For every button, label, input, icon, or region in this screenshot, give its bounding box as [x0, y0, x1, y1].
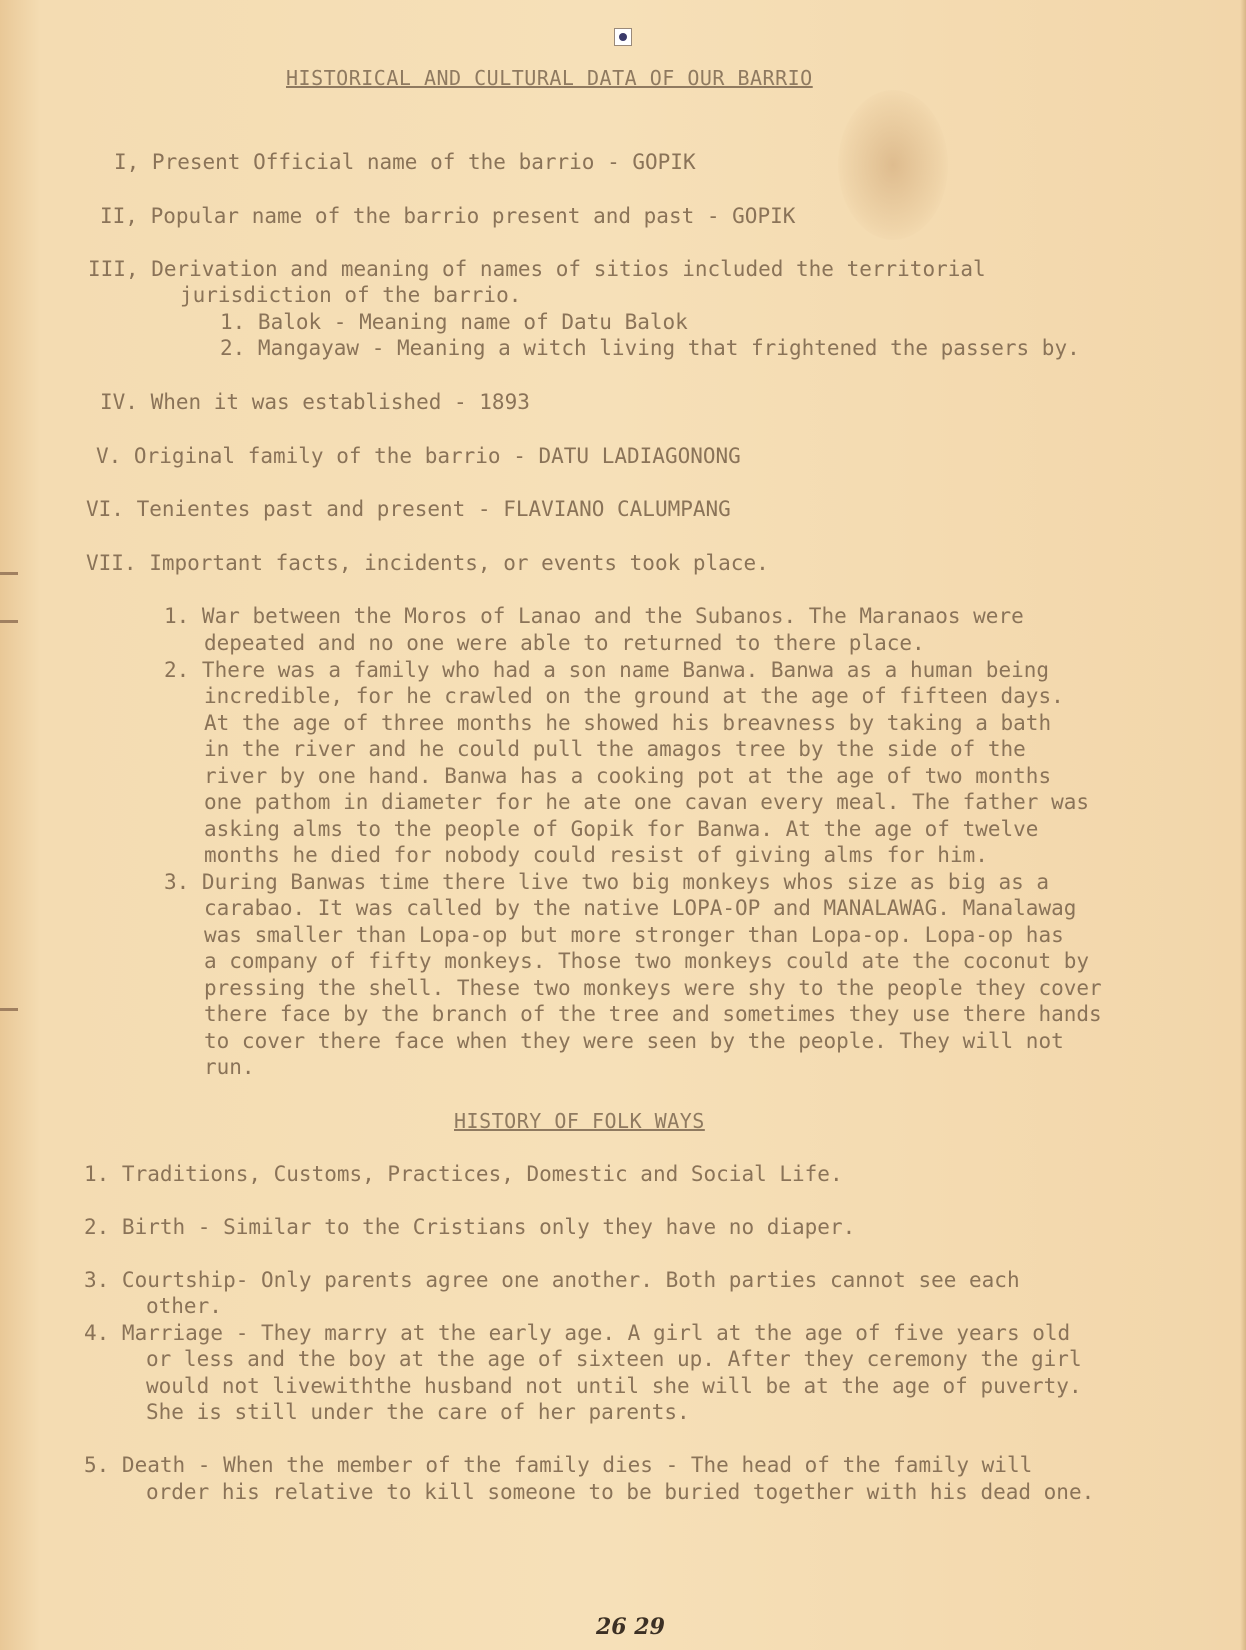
item-established: IV. When it was established - 1893	[100, 390, 530, 414]
section-subtitle: HISTORY OF FOLK WAYS	[454, 1109, 705, 1133]
event-line: carabao. It was called by the native LOPA-OP and MANALAWAG. Manalawag	[204, 896, 1077, 920]
folkway-courtship-cont: other.	[146, 1294, 222, 1318]
item-original-family: V. Original family of the barrio - DATU LADIAGONONG	[96, 444, 741, 468]
folkway-birth: 2. Birth - Similar to the Cristians only they have no diaper.	[84, 1215, 856, 1239]
folkway-marriage: 4. Marriage - They marry at the early age. A girl at the age of five years old	[84, 1321, 1071, 1345]
item-official-name: I, Present Official name of the barrio - GOPIK	[114, 150, 696, 174]
item-tenientes: VI. Tenientes past and present - FLAVIANO CALUMPANG	[86, 497, 731, 521]
event-line: run.	[204, 1055, 255, 1079]
event-line: 2. There was a family who had a son name Banwa. Banwa as a human being	[164, 658, 1050, 682]
archive-stamp-icon	[614, 28, 632, 46]
event-line: asking alms to the people of Gopik for Banwa. At the age of twelve	[204, 817, 1039, 841]
event-line: was smaller than Lopa-op but more stronger than Lopa-op. Lopa-op has	[204, 923, 1064, 947]
sitio-mangayaw: 2. Mangayaw - Meaning a witch living that frightened the passers by.	[220, 336, 1080, 360]
event-line: months he died for nobody could resist of giving alms for him.	[204, 843, 988, 867]
folkway-courtship: 3. Courtship- Only parents agree one another. Both parties cannot see each	[84, 1268, 1020, 1292]
event-line: one pathom in diameter for he ate one cavan every meal. The father was	[204, 790, 1090, 814]
item-derivation-cont: jurisdiction of the barrio.	[180, 283, 522, 307]
document-title: HISTORICAL AND CULTURAL DATA OF OUR BARRIO	[286, 66, 813, 90]
folkway-marriage-cont: or less and the boy at the age of sixteen up. After they ceremony the girl	[146, 1347, 1082, 1371]
margin-mark	[0, 620, 18, 623]
event-line: to cover there face when they were seen by the people. They will not	[204, 1029, 1064, 1053]
paper-stain	[838, 90, 948, 240]
item-important-facts: VII. Important facts, incidents, or events took place.	[86, 551, 769, 575]
margin-mark	[0, 572, 18, 575]
page-number: 26 29	[596, 1614, 665, 1640]
event-line: At the age of three months he showed his breavness by taking a bath	[204, 711, 1052, 735]
folkway-death-cont: order his relative to kill someone to be buried together with his dead one.	[146, 1480, 1095, 1504]
event-line: river by one hand. Banwa has a cooking pot at the age of two months	[204, 764, 1052, 788]
event-line: incredible, for he crawled on the ground at the age of fifteen days.	[204, 684, 1064, 708]
folkway-death: 5. Death - When the member of the family dies - The head of the family will	[84, 1453, 1033, 1477]
margin-mark	[0, 1008, 18, 1011]
event-line: 1. War between the Moros of Lanao and the Subanos. The Maranaos were	[164, 604, 1024, 628]
item-derivation: III, Derivation and meaning of names of sitios included the territorial	[88, 257, 986, 281]
sitio-balok: 1. Balok - Meaning name of Datu Balok	[220, 310, 688, 334]
event-line: there face by the branch of the tree and sometimes they use there hands	[204, 1002, 1102, 1026]
item-popular-name: II, Popular name of the barrio present and past - GOPIK	[100, 204, 796, 228]
page-edge-shadow	[1240, 0, 1246, 1650]
event-line: in the river and he could pull the amagos tree by the side of the	[204, 737, 1026, 761]
event-line: depeated and no one were able to returned to there place.	[204, 631, 925, 655]
folkway-traditions: 1. Traditions, Customs, Practices, Domestic and Social Life.	[84, 1162, 843, 1186]
folkway-marriage-cont: She is still under the care of her parents.	[146, 1400, 690, 1424]
event-line: pressing the shell. These two monkeys were shy to the people they cover	[204, 976, 1102, 1000]
folkway-marriage-cont: would not livewiththe husband not until she will be at the age of puverty.	[146, 1374, 1082, 1398]
event-line: 3. During Banwas time there live two big monkeys whos size as big as a	[164, 870, 1050, 894]
event-line: a company of fifty monkeys. Those two monkeys could ate the coconut by	[204, 949, 1090, 973]
